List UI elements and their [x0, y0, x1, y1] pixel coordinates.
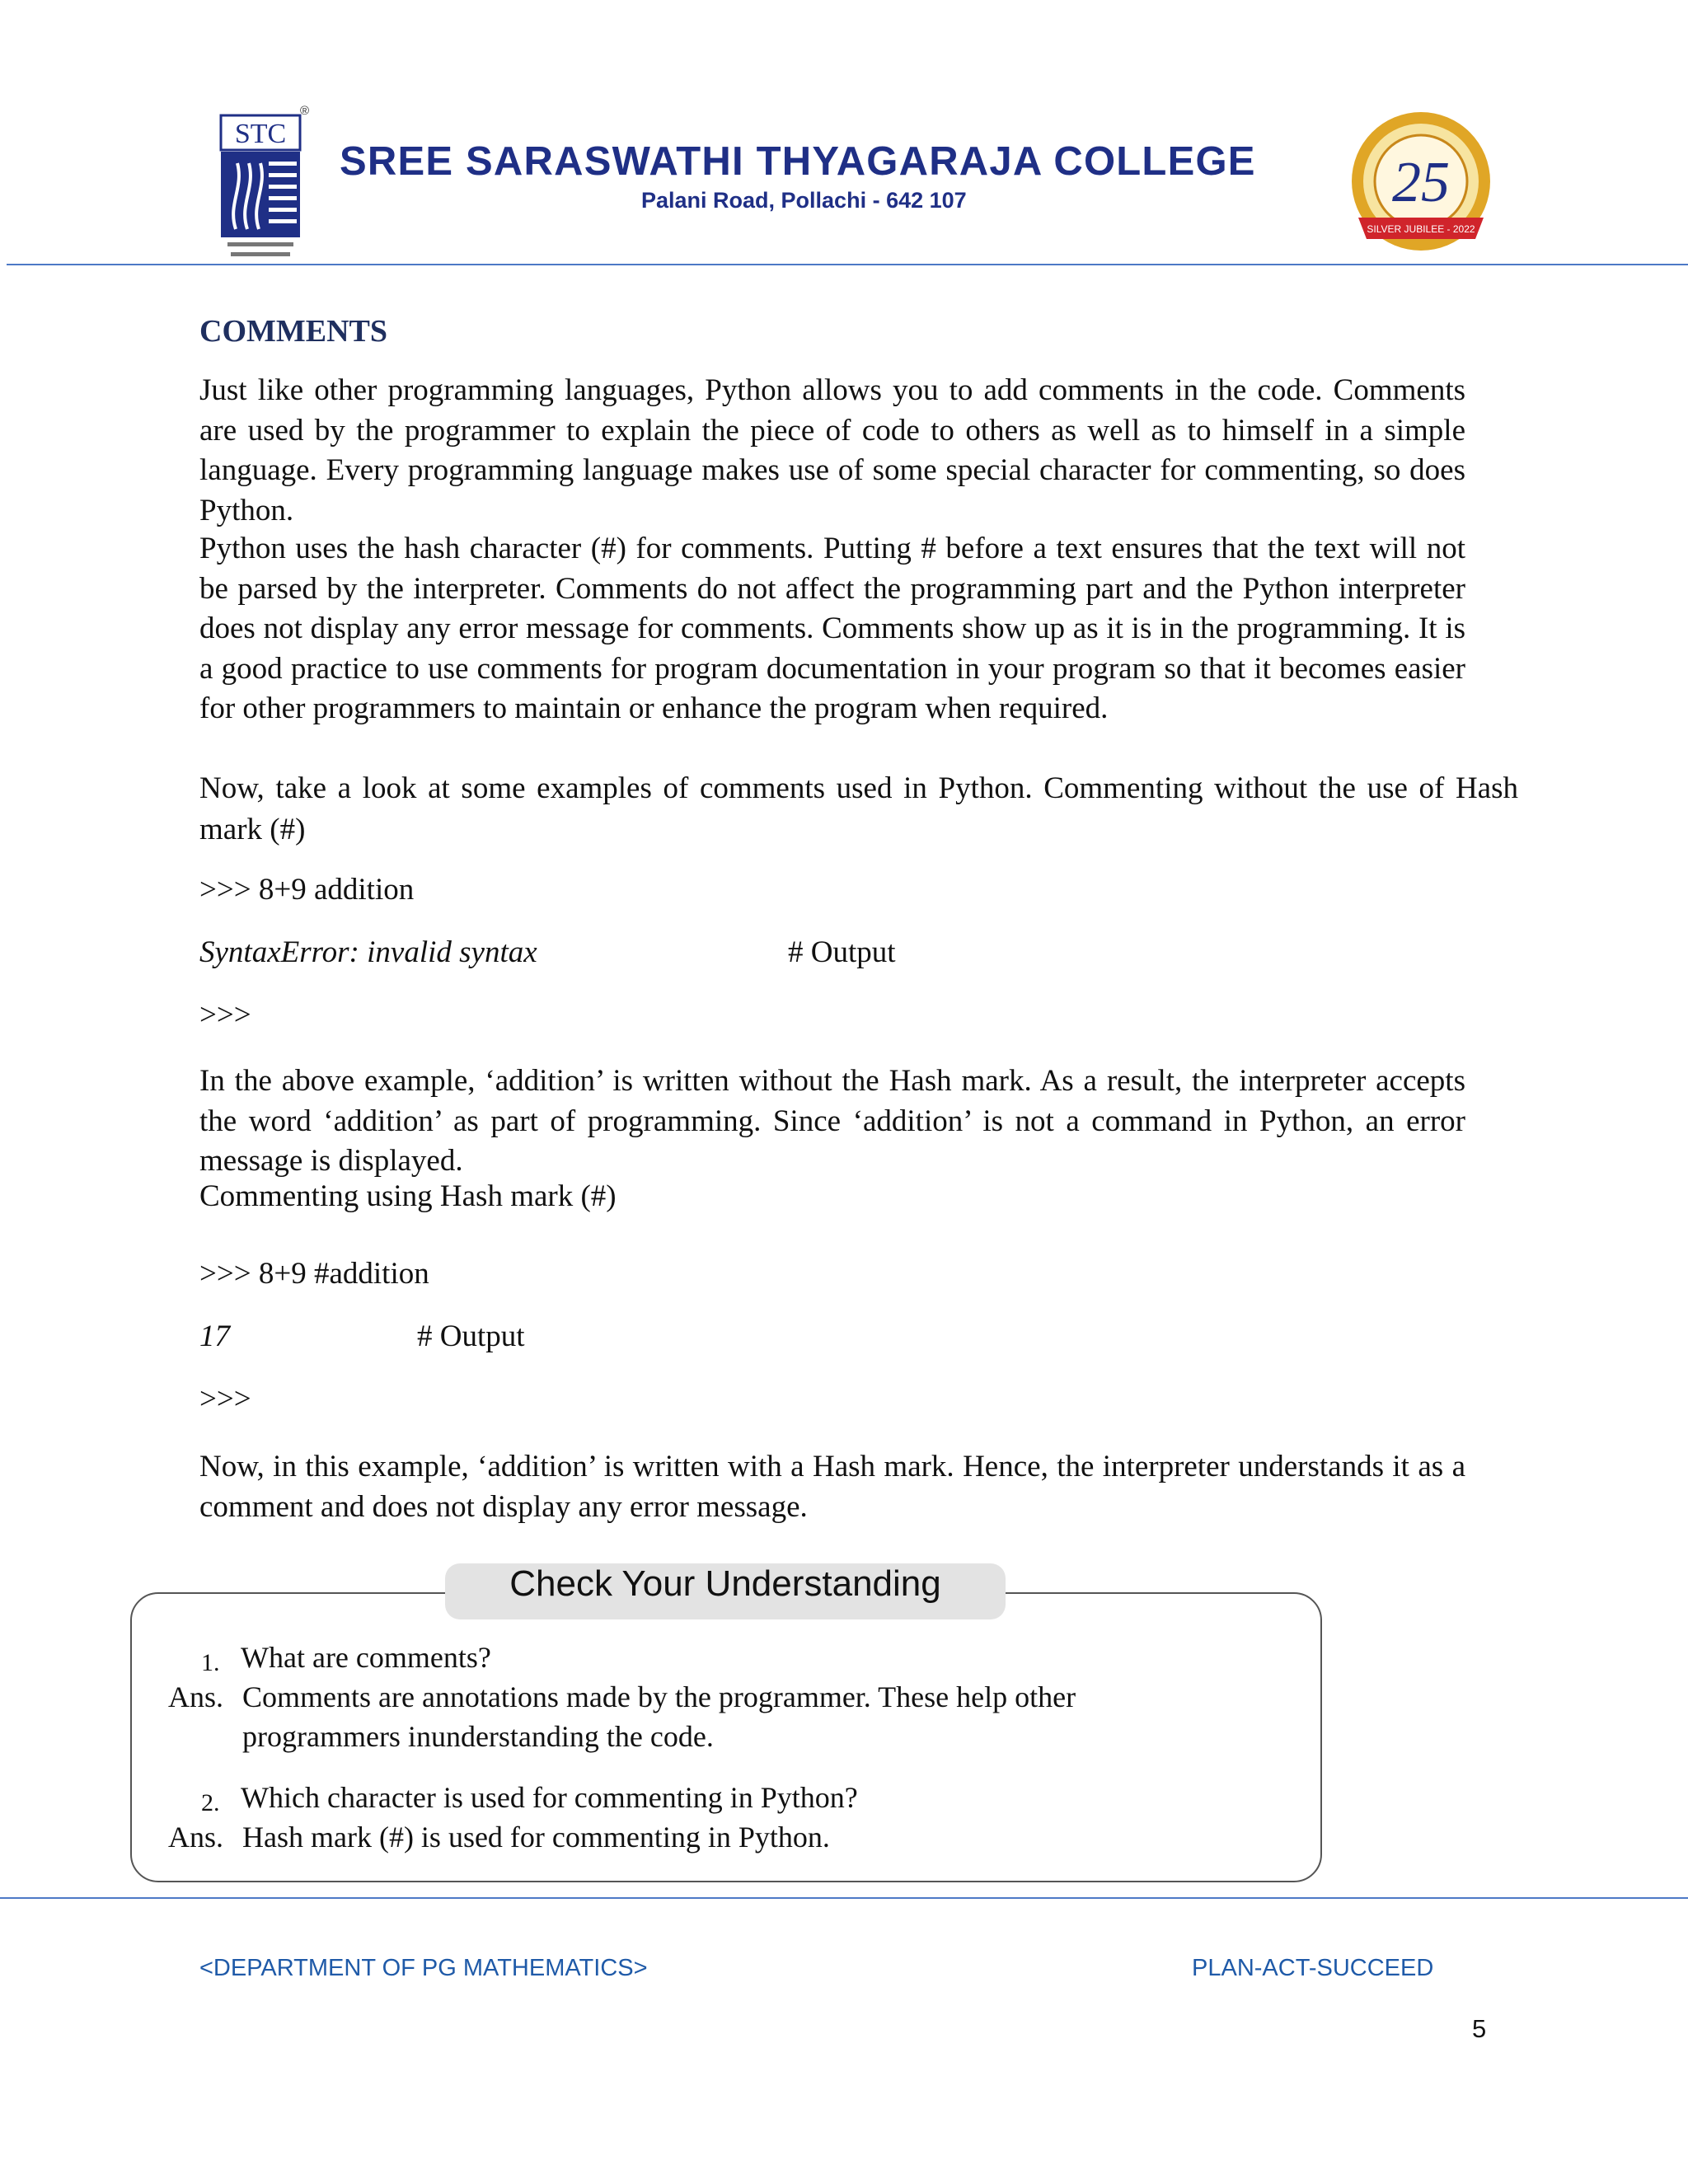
paragraph-intro: Just like other programming languages, Python allows you to add comments in the code. Comments are used by the programmer to explain the piece of code to others as well as to himself in a simple language. Every programming language makes use of some special character for commenting, so does Python. — [199, 373, 1465, 527]
answer-1-line-2: programmers inunderstanding the code. — [242, 1720, 714, 1753]
example1-input: >>> 8+9 addition — [199, 873, 415, 907]
page-header — [0, 0, 1688, 267]
footer-motto: PLAN-ACT-SUCCEED — [1192, 1955, 1434, 1981]
question-2: Which character is used for commenting in Python? — [241, 1781, 858, 1814]
registered-mark: ® — [300, 104, 310, 118]
question-2-number: 2. — [201, 1789, 220, 1816]
page-number: 5 — [1472, 2014, 1487, 2043]
example1-prompt: >>> — [199, 998, 251, 1032]
paragraph-hash-character: Python uses the hash character (#) for comments. Putting # before a text ensures that the text will not be parsed by the interpreter. Comments do not affect the programming part and the Python interpreter does not display any error message for comments. Comments show up as it is in the programming. It is a good practice to use comments for program documentation in your program so that it becomes easier for other programmers to maintain or enhance the program when required. — [199, 532, 1465, 725]
question-1-number: 1. — [201, 1649, 220, 1676]
college-name: SREE SARASWATHI THYAGARAJA COLLEGE — [340, 139, 1256, 184]
college-logo — [219, 114, 302, 262]
college-address: Palani Road, Pollachi - 642 107 — [641, 188, 967, 213]
answer-1-line-1: Comments are annotations made by the programmer. These help other — [242, 1680, 1076, 1713]
check-understanding-title: Check Your Understanding — [509, 1563, 941, 1604]
paragraph-example1-explanation: In the above example, ‘addition’ is written without the Hash mark. As a result, the interpreter accepts the word ‘addition’ as part of programming. Since ‘addition’ is not a command in Python, an error message is displayed. — [199, 1064, 1465, 1178]
example2-output: 17 — [199, 1319, 230, 1353]
jubilee-ribbon-text: SILVER JUBILEE - 2022 — [1367, 223, 1475, 235]
header-divider — [7, 264, 1688, 265]
question-1: What are comments? — [241, 1641, 491, 1674]
footer-divider — [0, 1897, 1688, 1899]
example2-input: >>> 8+9 #addition — [199, 1257, 429, 1291]
example1-output-comment: # Output — [788, 935, 896, 969]
answer-1-label: Ans. — [168, 1680, 224, 1713]
paragraph-example2-explanation: Now, in this example, ‘addition’ is written with a Hash mark. Hence, the interpreter understands it as a comment and does not display any error message. — [199, 1450, 1465, 1524]
silver-jubilee-emblem — [1347, 109, 1495, 257]
paragraph-examples-intro: Now, take a look at some examples of comments used in Python. Commenting without the use of Hash mark (#) — [199, 771, 1518, 846]
footer-department: <DEPARTMENT OF PG MATHEMATICS> — [199, 1955, 648, 1981]
answer-2-label: Ans. — [168, 1821, 224, 1854]
example2-prompt: >>> — [199, 1382, 251, 1416]
example1-output: SyntaxError: invalid syntax — [199, 935, 537, 969]
section-title: COMMENTS — [199, 314, 387, 349]
logo-text: STC — [234, 119, 287, 149]
answer-2: Hash mark (#) is used for commenting in Python. — [242, 1821, 830, 1854]
example2-output-comment: # Output — [417, 1319, 525, 1353]
paragraph-hash-commenting: Commenting using Hash mark (#) — [199, 1179, 617, 1213]
jubilee-number: 25 — [1392, 151, 1450, 214]
